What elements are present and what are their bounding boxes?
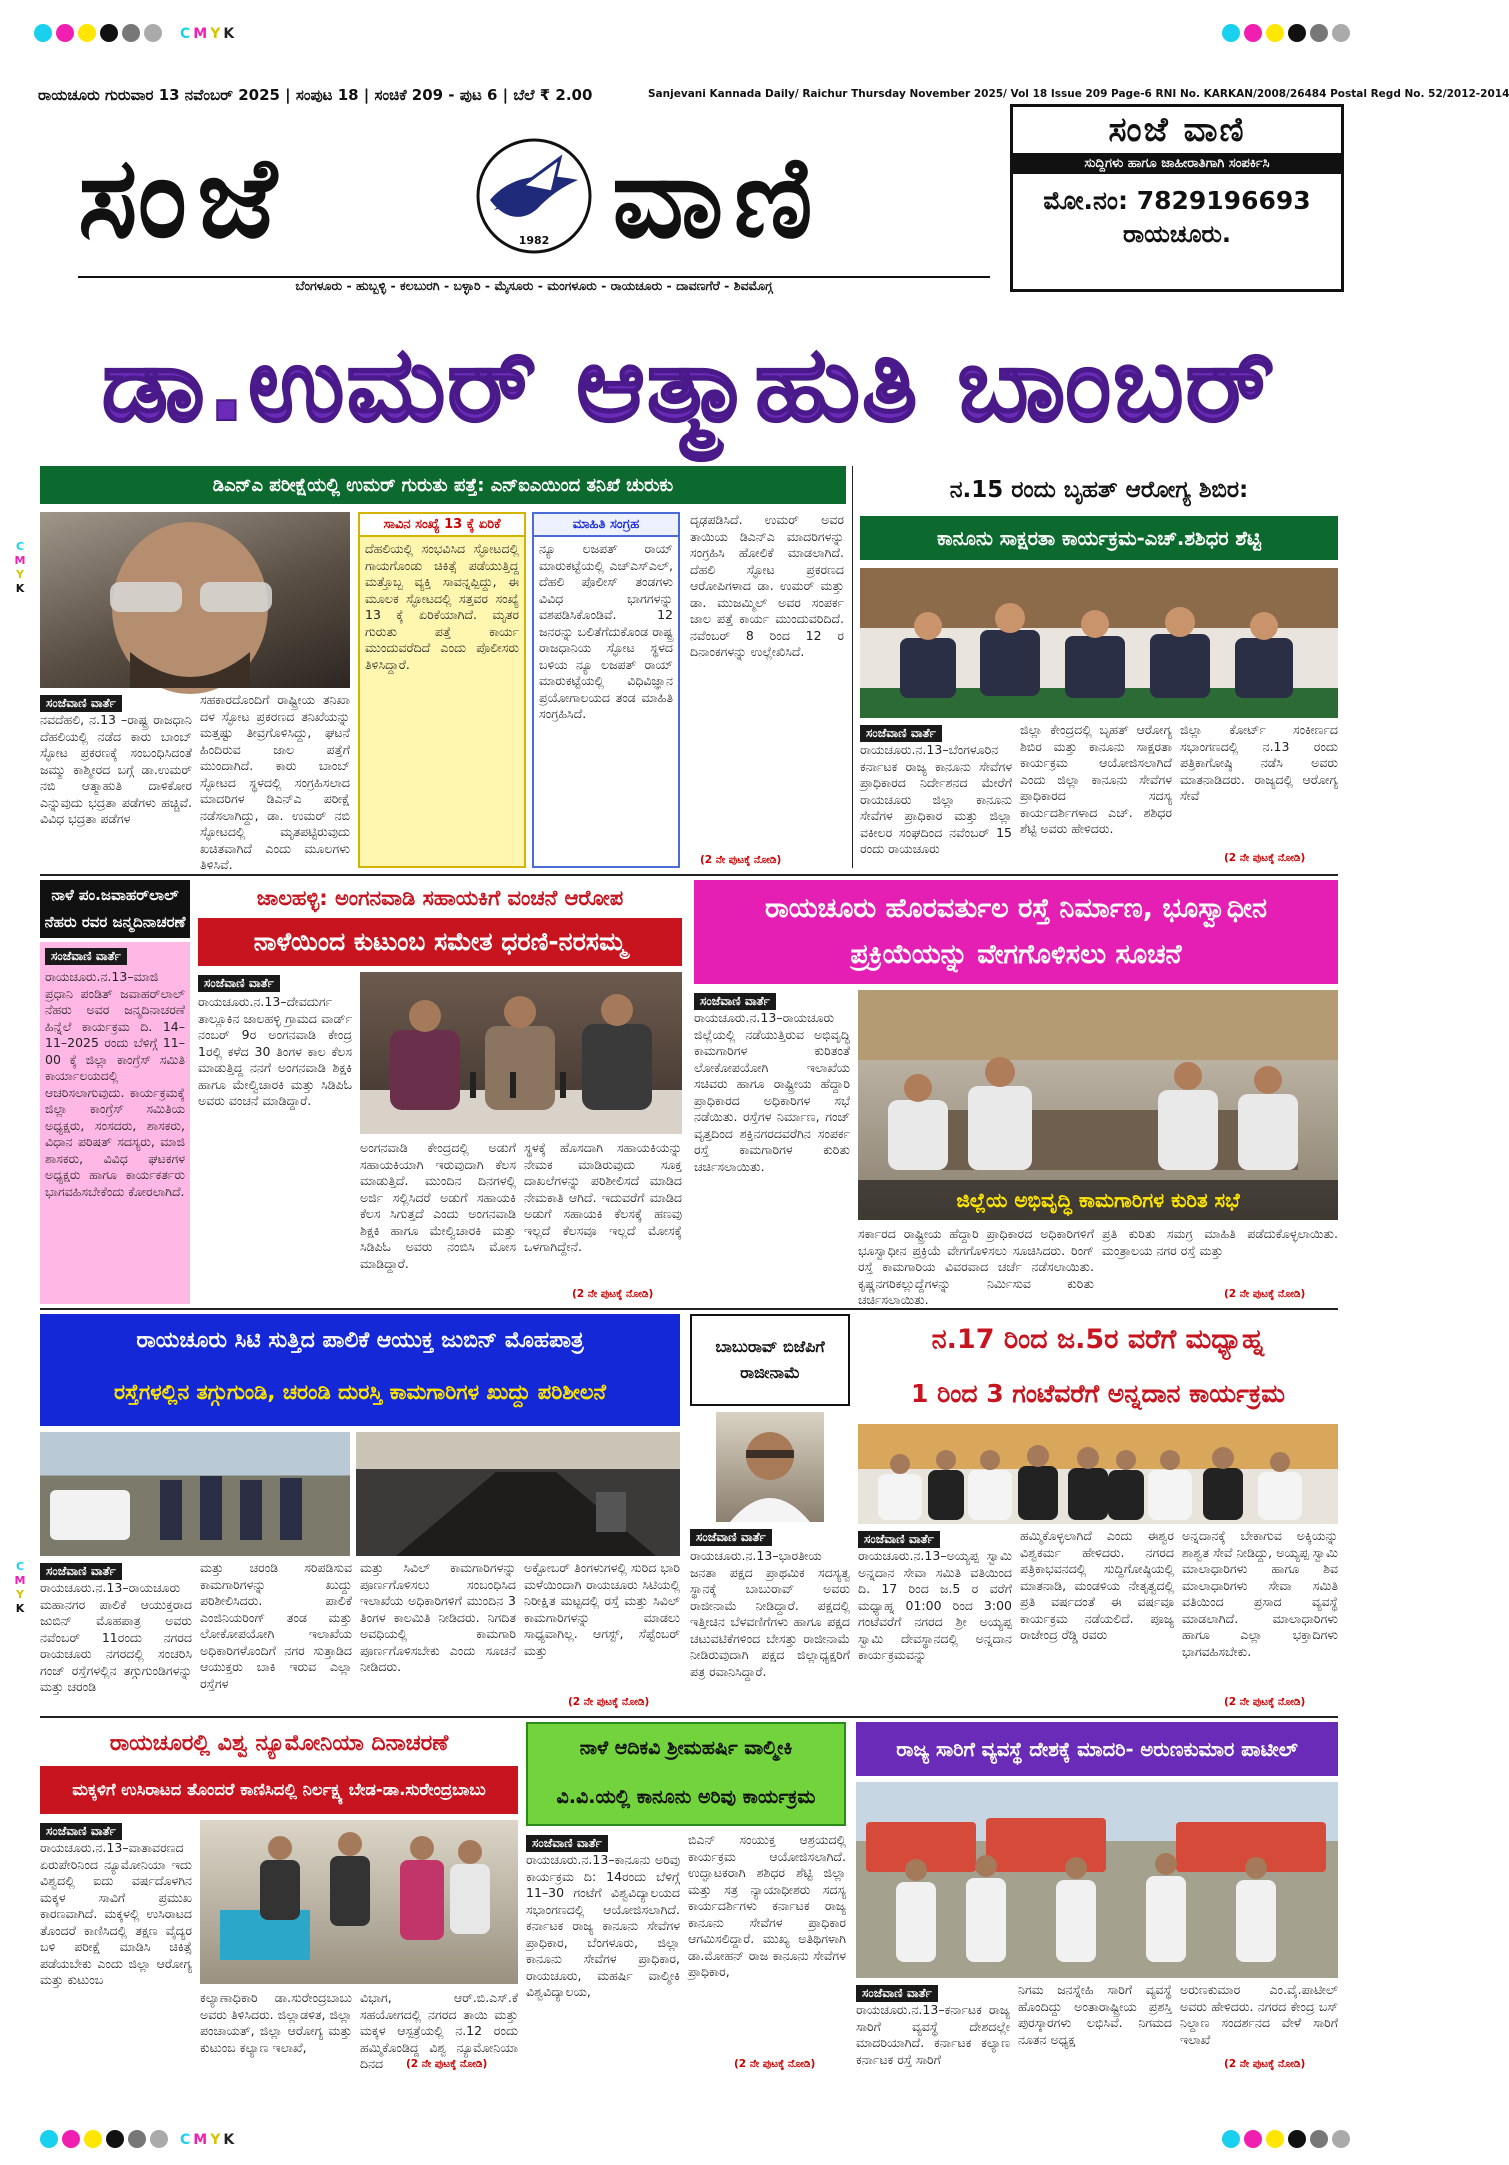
suspect-photo bbox=[40, 512, 350, 688]
banner-col-2: ಸಹಕಾರದೊಂದಿಗೆ ರಾಷ್ಟ್ರೀಯ ತನಿಖಾ ದಳ ಸ್ಫೋಟ ಪ್ರಕರಣದ ತನಿಖೆಯನ್ನು ಮತ್ತಷ್ಟು ತೀವ್ರಗೊಳಿಸಿದ್ದು, ಘಟನೆ ಹಿಂದಿರುವ ಜಾಲ ಪತ್ತೆಗೆ ಮುಂದಾಗಿದೆ. ಕಾರು ಬಾಂಬ್ ಸ್ಫೋಟದ ಸ್ಥಳದಲ್ಲಿ ಸಂಗ್ರಹಿಸಲಾದ ಮಾದರಿಗಳ ಡಿಎನ್‌ಎ ಪರೀಕ್ಷೆ ನಡೆಸಲಾಗಿದ್ದು, ಡಾ. ಉಮರ್ ನಬಿ ಸ್ಫೋಟದಲ್ಲಿ ಮೃತಪಟ್ಟಿರುವುದು ಖಚಿತವಾಗಿದೆ ಎಂದು ಮೂಲಗಳು ತಿಳಿಸಿವೆ. bbox=[200, 692, 350, 872]
ringroad-photo-caption: ಜಿಲ್ಲೆಯ ಅಭಿವೃದ್ಧಿ ಕಾಮಗಾರಿಗಳ ಕುರಿತ ಸಭೆ bbox=[858, 1180, 1338, 1220]
citytour-byline: ಸಂಜೆವಾಣಿ ವಾರ್ತೆ bbox=[40, 1560, 122, 1580]
banner-col-5: ದೃಢಪಡಿಸಿದೆ. ಉಮರ್ ಅವರ ತಾಯಿಯ ಡಿಎನ್‌ಎ ಮಾದರಿಗಳನ್ನು ಸಂಗ್ರಹಿಸಿ ಹೋಲಿಕೆ ಮಾಡಲಾಗಿದೆ. ದೆಹಲಿ ಸ್ಫೋಟ ಪ್ರಕರಣದ ಆರೋಪಿಗಳಾದ ಡಾ. ಉಮರ್ ಮತ್ತು ಡಾ. ಮುಜಮ್ಮಿಲ್ ಅವರ ಸಂಪರ್ಕ ಜಾಲ ಪತ್ತೆ ಕಾರ್ಯ ಮುಂದುವರಿದಿದೆ. ನವೆಂಬರ್ 8 ರಿಂದ 12 ರ ದಿನಾಂಕಗಳನ್ನು ಉಲ್ಲೇಖಿಸಿದೆ. bbox=[690, 512, 844, 659]
baburao-body: ರಾಯಚೂರು.ನ.13–ಭಾರತೀಯ ಜನತಾ ಪಕ್ಷದ ಪ್ರಾಥಮಿಕ ಸದಸ್ಯತ್ವ ಸ್ಥಾನಕ್ಕೆ ಬಾಬುರಾವ್ ಅವರು ರಾಜೀನಾಮೆ ನೀಡಿದ್ದಾರೆ. ಪಕ್ಷದಲ್ಲಿ ಇತ್ತೀಚಿನ ಬೆಳವಣಿಗೆಗಳು ಹಾಗೂ ಪಕ್ಷದ ಚಟುವಟಿಕೆಗಳಿಂದ ಬೇಸತ್ತು ರಾಜೀನಾಮೆ ನೀಡಿರುವುದಾಗಿ ಪಕ್ಷದ ಜಿಲ್ಲಾಧ್ಯಕ್ಷರಿಗೆ ಪತ್ರ ರವಾನಿಸಿದ್ದಾರೆ. bbox=[690, 1548, 850, 1679]
anganwadi-headline: ನಾಳೆಯಿಂದ ಕುಟುಂಬ ಸಮೇತ ಧರಣಿ-ನರಸಮ್ಮ bbox=[198, 918, 682, 966]
registration-dots-left bbox=[34, 24, 166, 46]
death-toll-box bbox=[358, 512, 526, 868]
edition-cities: ಬೆಂಗಳೂರು - ಹುಬ್ಬಳ್ಳಿ - ಕಲಬುರಗಿ - ಬಳ್ಳಾರಿ - ಮೈಸೂರು - ಮಂಗಳೂರು - ರಾಯಚೂರು - ದಾವಣಗೆರೆ - ಶಿವಮೊಗ್ಗ bbox=[295, 278, 773, 293]
side-registration-left-top: C M Y K bbox=[14, 540, 26, 595]
anganwadi-col-1: ರಾಯಚೂರು.ನ.13–ದೇವದುರ್ಗ ತಾಲ್ಲೂಕಿನ ಜಾಲಹಳ್ಳಿ ಗ್ರಾಮದ ವಾರ್ಡ್ ನಂಬರ್ 9ರ ಅಂಗನವಾಡಿ ಕೇಂದ್ರ 1ರಲ್ಲಿ ಕಳೆದ 30 ತಿಂಗಳ ಕಾಲ ಕೆಲಸ ಮಾಡುತ್ತಿದ್ದ ನನಗೆ ಅಂಗನವಾಡಿ ಶಿಕ್ಷಕಿ ಹಾಗೂ ಮೇಲ್ವಿಚಾರಕಿ ಮತ್ತು ಸಿಡಿಪಿಓ ಅವರು ವಂಚನೆ ಮಾಡಿದ್ದಾರೆ. bbox=[198, 994, 352, 1108]
citytour-kicker: ರಾಯಚೂರು ಸಿಟಿ ಸುತ್ತಿದ ಪಾಲಿಕೆ ಆಯುಕ್ತ ಜುಬಿನ್ ಮೊಹಪಾತ್ರ bbox=[136, 1327, 584, 1353]
pneumonia-col-1: ರಾಯಚೂರು.ನ.13–ವಾತಾವರಣದ ಏರುಪೇರಿನಿಂದ ನ್ಯೂಮೋನಿಯಾ ಇದು ವಿಶ್ವದಲ್ಲಿ ಐದು ವರ್ಷದೊಳಗಿನ ಮಕ್ಕಳ ಸಾವಿಗೆ ಪ್ರಮುಖ ಕಾರಣವಾಗಿದೆ. ಮಕ್ಕಳಲ್ಲಿ ಉಸಿರಾಟದ ತೊಂದರೆ ಕಾಣಿಸಿದಲ್ಲಿ ತಕ್ಷಣ ವೈದ್ಯರ ಬಳಿ ಪರೀಕ್ಷೆ ಮಾಡಿಸಿ ಚಿಕಿತ್ಸೆ ಪಡೆಯಬೇಕು ಎಂದು ಜಿಲ್ಲಾ ಆರೋಗ್ಯ ಮತ್ತು ಕುಟುಂಬ bbox=[40, 1840, 192, 1987]
contact-ad-box bbox=[1010, 104, 1344, 292]
pneumonia-headline: ಮಕ್ಕಳಿಗೆ ಉಸಿರಾಟದ ತೊಂದರೆ ಕಾಣಿಸಿದಲ್ಲಿ ನಿರ್ಲಕ್ಷ್ಯ ಬೇಡ-ಡಾ.ಸುರೇಂದ್ರಬಾಬು bbox=[40, 1766, 518, 1814]
annadana-kicker: ನ.17 ರಿಂದ ಜ.5ರ ವರೆಗೆ ಮಧ್ಯಾಹ್ನ bbox=[931, 1324, 1265, 1355]
death-toll-title: ಸಾವಿನ ಸಂಖ್ಯೆ 13 ಕ್ಕೆ ಏರಿಕೆ bbox=[360, 514, 524, 537]
section-rule-1 bbox=[40, 874, 1338, 876]
baburao-byline: ಸಂಜೆವಾಣಿ ವಾರ್ತೆ bbox=[690, 1529, 772, 1546]
pneumonia-kicker: ರಾಯಚೂರಲ್ಲಿ ವಿಶ್ವ ನ್ಯೂಮೋನಿಯಾ ದಿನಾಚರಣೆ bbox=[109, 1730, 449, 1756]
valmiki-headline: ವಿ.ವಿ.ಯಲ್ಲಿ ಕಾನೂನು ಅರಿವು ಕಾರ್ಯಕ್ರಮ bbox=[556, 1786, 816, 1808]
annadana-headline: 1 ರಿಂದ 3 ಗಂಟೆವರೆಗೆ ಅನ್ನದಾನ ಕಾರ್ಯಕ್ರಮ bbox=[910, 1379, 1285, 1408]
info-box bbox=[532, 512, 680, 868]
citytour-continued: (2 ನೇ ಪುಟಕ್ಕೆ ನೋಡಿ) bbox=[568, 1696, 650, 1708]
valmiki-col-2: ಬಿಎನ್ ಸಂಯುಕ್ತ ಆಶ್ರಯದಲ್ಲಿ ಕಾರ್ಯಕ್ರಮ ಆಯೋಜಿಸಲಾಗಿದೆ. ಉದ್ಘಾಟಕರಾಗಿ ಶಶಿಧರ ಶೆಟ್ಟಿ ಜಿಲ್ಲಾ ಮತ್ತು ಸತ್ರ ನ್ಯಾಯಾಧೀಶರು ಸದಸ್ಯ ಕಾರ್ಯದರ್ಶಿಗಳು ಕರ್ನಾಟಕ ರಾಜ್ಯ ಕಾನೂನು ಸೇವೆಗಳ ಪ್ರಾಧಿಕಾರ ಆಗಮಿಸಲಿದ್ದಾರೆ. ಮುಖ್ಯ ಅತಿಥಿಗಳಾಗಿ ಡಾ.ಮೋಹನ್ ರಾಜ ಕಾನೂನು ಸೇವೆಗಳ ಪ್ರಾಧಿಕಾರ, bbox=[688, 1832, 846, 1979]
baburao-column bbox=[690, 1314, 850, 1714]
death-toll-text: ದೆಹಲಿಯಲ್ಲಿ ಸಂಭವಿಸಿದ ಸ್ಫೋಟದಲ್ಲಿ ಗಾಯಗೊಂಡು ಚಿಕಿತ್ಸೆ ಪಡೆಯುತ್ತಿದ್ದ ಮತ್ತೊಬ್ಬ ವ್ಯಕ್ತಿ ಸಾವನ್ನಪ್ಪಿದ್ದು, ಈ ಮೂಲಕ ಸ್ಫೋಟದಲ್ಲಿ ಸತ್ತವರ ಸಂಖ್ಯೆ 13 ಕ್ಕೆ ಏರಿಕೆಯಾಗಿದೆ. ಮೃತರ ಗುರುತು ಪತ್ತೆ ಕಾರ್ಯ ಮುಂದುವರೆದಿದೆ ಎಂದು ಪೊಲೀಸರು ತಿಳಿಸಿದ್ದಾರೆ. bbox=[365, 541, 519, 672]
ad-title: ಸಂಜೆ ವಾಣಿ bbox=[1108, 110, 1246, 150]
banner-byline: ಸಂಜೆವಾಣಿ ವಾರ್ತೆ bbox=[40, 692, 122, 712]
transport-continued: (2 ನೇ ಪುಟಕ್ಕೆ ನೋಡಿ) bbox=[1224, 2058, 1306, 2070]
cmyk-label-bottom: CMYK bbox=[180, 2132, 238, 2148]
pneumonia-byline: ಸಂಜೆವಾಣಿ ವಾರ್ತೆ bbox=[40, 1820, 122, 1840]
masthead-title-right: ವಾಣಿ bbox=[612, 132, 823, 263]
health-byline: ಸಂಜೆವಾಣಿ ವಾರ್ತೆ bbox=[860, 722, 942, 742]
health-photo bbox=[860, 568, 1338, 718]
valmiki-kicker: ನಾಳೆ ಆದಿಕವಿ ಶ್ರೀಮಹರ್ಷಿ ವಾಲ್ಮೀಕಿ bbox=[579, 1737, 793, 1759]
baburao-headline: ಬಾಬುರಾವ್ ಬಿಜೆಪಿಗೆ ರಾಜೀನಾಮೆ bbox=[690, 1314, 850, 1406]
ad-city: ರಾಯಚೂರು. bbox=[1122, 220, 1232, 248]
pneumonia-continued: (2 ನೇ ಪುಟಕ್ಕೆ ನೋಡಿ) bbox=[406, 2058, 488, 2070]
anganwadi-col-3: ಸ್ಥಳಕ್ಕೆ ಹೊಸದಾಗಿ ಸಹಾಯಕಿಯನ್ನು ನೇಮಕ ಮಾಡಿರುವುದು ಸೂಕ್ತ ದಾಖಲೆಗಳನ್ನು ಪರಿಶೀಲಿಸದೆ ಮಾಡಿದ ನೇಮಕಾತಿ ಆಗಿದೆ. ಇದುವರೆಗೆ ಮಾಡಿದ ಅಡುಗೆ ಸಹಾಯಕಿ ಕೆಲಸಕ್ಕೆ ಹಣವು ಇಲ್ಲದೆ ಕೆಲಸವೂ ಇಲ್ಲದೆ ಮೋಸಕ್ಕೆ ಒಳಗಾಗಿದ್ದೇನೆ. bbox=[524, 1140, 682, 1254]
valmiki-head-box bbox=[526, 1722, 846, 1826]
anganwadi-col-2: ಅಂಗನವಾಡಿ ಕೇಂದ್ರದಲ್ಲಿ ಅಡುಗೆ ಸಹಾಯಕಿಯಾಗಿ ಇರುವುದಾಗಿ ಕೆಲಸ ಮಾಡುತ್ತಿದೆ. ಮುಂದಿನ ದಿನಗಳಲ್ಲಿ ಅರ್ಜಿ ಸಲ್ಲಿಸಿದರೆ ಅಡುಗೆ ಸಹಾಯಕಿ ಕೆಲಸ ಸಿಗುತ್ತದೆ ಎಂದು ಅಂಗನವಾಡಿ ಶಿಕ್ಷಕಿ ಹಾಗೂ ಮೇಲ್ವಿಚಾರಕಿ ಮತ್ತು ಸಿಡಿಪಿಓ ಅವರು ನಂಬಿಸಿ ಮೋಸ ಮಾಡಿದ್ದಾರೆ. bbox=[360, 1140, 516, 1271]
citytour-photo-2 bbox=[356, 1432, 680, 1556]
valmiki-continued: (2 ನೇ ಪುಟಕ್ಕೆ ನೋಡಿ) bbox=[734, 2058, 816, 2070]
masthead-logo bbox=[78, 130, 990, 272]
banner-col-1: ನವದೆಹಲಿ, ನ.13 –ರಾಷ್ಟ್ರ ರಾಜಧಾನಿ ದೆಹಲಿಯಲ್ಲಿ ನಡೆದ ಕಾರು ಬಾಂಬ್ ಸ್ಫೋಟ ಪ್ರಕರಣಕ್ಕೆ ಸಂಬಂಧಿಸಿದಂತೆ ಜಮ್ಮು ಕಾಶ್ಮೀರದ ಬಗ್ಗೆ ಡಾ.ಉಮರ್ ನಬಿ ಆತ್ಮಾಹುತಿ ದಾಳಿಕೋರ ಎನ್ನುವುದು ಭದ್ರತಾ ಪಡೆಗಳು ಹಚ್ಚಿವೆ. ವಿವಿಧ ಭದ್ರತಾ ಪಡೆಗಳ bbox=[40, 712, 192, 826]
health-col-2: ಜಿಲ್ಲಾ ಕೇಂದ್ರದಲ್ಲಿ ಬೃಹತ್ ಆರೋಗ್ಯ ಶಿಬಿರ ಮತ್ತು ಕಾನೂನು ಸಾಕ್ಷರತಾ ಕಾರ್ಯಕ್ರಮ ಆಯೋಜಿಸಲಾಗಿದೆ ಎಂದು ಜಿಲ್ಲಾ ಕಾನೂನು ಸೇವೆಗಳ ಪ್ರಾಧಿಕಾರದ ಸದಸ್ಯ ಕಾರ್ಯದರ್ಶಿಗಳಾದ ಎಚ್. ಶಶಿಧರ ಶೆಟ್ಟಿ ಅವರು ಹೇಳಿದರು. bbox=[1020, 722, 1172, 836]
info-box-text: ನ್ಯೂ ಲಜಪತ್ ರಾಯ್ ಮಾರುಕಟ್ಟೆಯಲ್ಲಿ ಎಚ್‌ಎಸ್‌ಎಲ್, ದೆಹಲಿ ಪೊಲೀಸ್ ತಂಡಗಳು ವಿವಿಧ ಭಾಗಗಳನ್ನು ವಶಪಡಿಸಿಕೊಂಡಿವೆ. 12 ಜನರನ್ನು ಬಲಿತೆಗೆದುಕೊಂಡ ರಾಷ್ಟ್ರ ರಾಜಧಾನಿಯ ಸ್ಫೋಟ ಸ್ಥಳದ ಬಳಿಯ ನ್ಯೂ ಲಜಪತ್ ರಾಯ್ ಮಾರುಕಟ್ಟೆಯಲ್ಲಿ ವಿಧಿವಿಜ್ಞಾನ ಪ್ರಯೋಗಾಲಯದ ತಂಡ ಮಾಹಿತಿ ಸಂಗ್ರಹಿಸಿದೆ. bbox=[539, 541, 673, 721]
registration-dots-bottom-right bbox=[1222, 2130, 1354, 2152]
citytour-head-box bbox=[40, 1314, 680, 1426]
annadana-col-1: ರಾಯಚೂರು.ನ.13–ಅಯ್ಯಪ್ಪ ಸ್ವಾಮಿ ಅನ್ನದಾನ ಸೇವಾ ಸಮಿತಿ ವತಿಯಿಂದ ದಿ. 17 ರಿಂದ ಜ.5 ರ ವರೆಗೆ ಮಧ್ಯಾಹ್ನ 01:00 ರಿಂದ 3:00 ಗಂಟೆವರೆಗೆ ನಗರದ ಶ್ರೀ ಅಯ್ಯಪ್ಪ ಸ್ವಾಮಿ ದೇವಸ್ಥಾನದಲ್ಲಿ ಅನ್ನದಾನ ಕಾರ್ಯಕ್ರಮವನ್ನು bbox=[858, 1548, 1012, 1662]
baburao-photo bbox=[716, 1412, 824, 1522]
nehru-headline: ನಾಳೆ ಪಂ.ಜವಾಹರ್‌ಲಾಲ್ ನೆಹರು ರವರ ಜನ್ಮದಿನಾಚರಣೆ bbox=[40, 880, 190, 938]
citytour-col-4: ಅಕ್ಟೋಬರ್ ತಿಂಗಳುಗಳಲ್ಲಿ ಸುರಿದ ಭಾರಿ ಮಳೆಯಿಂದಾಗಿ ರಾಯಚೂರು ಸಿಟಿಯಲ್ಲಿ ನಿರೀಕ್ಷಿತ ಮಟ್ಟದಲ್ಲಿ ರಸ್ತೆ ಮತ್ತು ಸಿವಿಲ್ ಕಾಮಗಾರಿಗಳನ್ನು ಮಾಡಲು ಸಾಧ್ಯವಾಗಿಲ್ಲ. ಆಗಸ್ಟ್, ಸೆಪ್ಟೆಂಬರ್ ಮತ್ತು bbox=[524, 1560, 680, 1658]
masthead-title-left: ಸಂಜೆ bbox=[78, 132, 287, 263]
side-registration-left-bottom: C M Y K bbox=[14, 1560, 26, 1615]
pneumonia-col-2: ಕಲ್ಯಾಣಾಧಿಕಾರಿ ಡಾ.ಸುರೇಂದ್ರಬಾಬು ಅವರು ತಿಳಿಸಿದರು. ಜಿಲ್ಲಾಡಳಿತ, ಜಿಲ್ಲಾ ಪಂಚಾಯತ್, ಜಿಲ್ಲಾ ಆರೋಗ್ಯ ಮತ್ತು ಕುಟುಂಬ ಕಲ್ಯಾಣ ಇಲಾಖೆ, bbox=[200, 1990, 352, 2055]
annadana-byline: ಸಂಜೆವಾಣಿ ವಾರ್ತೆ bbox=[858, 1528, 940, 1548]
citytour-col-3: ಮತ್ತು ಸಿವಿಲ್ ಕಾಮಗಾರಿಗಳನ್ನು ಪೂರ್ಣಗೊಳಿಸಲು ಸಂಬಂಧಿಸಿದ ಇಲಾಖೆಯ ಅಧಿಕಾರಿಗಳಿಗೆ ಮುಂದಿನ 3 ತಿಂಗಳ ಕಾಲಮಿತಿ ನೀಡಿದರು. ನಿಗದಿತ ಅವಧಿಯಲ್ಲಿ ಕಾಮಗಾರಿ ಪೂರ್ಣಗೊಳಿಸಬೇಕು ಎಂದು ಸೂಚನೆ ನೀಡಿದರು. bbox=[360, 1560, 516, 1674]
annadana-col-3: ಅನ್ನದಾನಕ್ಕೆ ಬೇಕಾಗುವ ಅಕ್ಕಿಯನ್ನು ಶಾಶ್ವತ ಸೇವೆ ನೀಡಿದ್ದು, ಅಯ್ಯಪ್ಪ ಸ್ವಾಮಿ ಮಾಲಾಧಾರಿಗಳು ಹಾಗೂ ಶಿವ ಮಾಲಾಧಾರಿಗಳು ಸೇವಾ ಸಮಿತಿ ವತಿಯಿಂದ ಪ್ರಸಾದ ವ್ಯವಸ್ಥೆ ಮಾಡಲಾಗಿದೆ. ಮಾಲಾಧಾರಿಗಳು ಹಾಗೂ ಎಲ್ಲಾ ಭಕ್ತಾದಿಗಳು ಭಾಗವಹಿಸಬೇಕು. bbox=[1182, 1528, 1338, 1659]
anganwadi-kicker: ಜಾಲಹಳ್ಳಿ: ಅಂಗನವಾಡಿ ಸಹಾಯಕಿಗೆ ವಂಚನೆ ಆರೋಪ bbox=[256, 885, 624, 910]
banner-continued: (2 ನೇ ಪುಟಕ್ಕೆ ನೋಡಿ) bbox=[700, 854, 782, 866]
ringroad-col-1: ರಾಯಚೂರು.ನ.13–ರಾಯಚೂರು ಜಿಲ್ಲೆಯಲ್ಲಿ ನಡೆಯುತ್ತಿರುವ ಅಭಿವೃದ್ಧಿ ಕಾಮಗಾರಿಗಳ ಕುರಿತಂತೆ ಲೋಕೋಪಯೋಗಿ ಇಲಾಖೆಯ ಸಚಿವರು ಹಾಗೂ ರಾಷ್ಟ್ರೀಯ ಹೆದ್ದಾರಿ ಪ್ರಾಧಿಕಾರದ ಅಧಿಕಾರಿಗಳ ಸಭೆ ನಡೆಯಿತು. ರಸ್ತೆಗಳ ನಿರ್ಮಾಣ, ಗಂಜ್ ವೃತ್ತದಿಂದ ಶಕ್ತಿನಗರದವರೆಗಿನ ಸಂಪರ್ಕ ರಸ್ತೆ ಕಾಮಗಾರಿಗಳ ಕುರಿತು ಚರ್ಚಿಸಲಾಯಿತು. bbox=[694, 1010, 850, 1174]
citytour-headline: ರಸ್ತೆಗಳಲ್ಲಿನ ತಗ್ಗುಗುಂಡಿ, ಚರಂಡಿ ದುರಸ್ತಿ ಕಾಮಗಾರಿಗಳ ಖುದ್ದು ಪರಿಶೀಲನೆ bbox=[113, 1379, 607, 1404]
pneumonia-photo bbox=[200, 1820, 518, 1984]
banner-headline: ಡಾ.ಉಮರ್ ಆತ್ಮಾಹುತಿ ಬಾಂಬರ್ bbox=[101, 322, 1277, 445]
anganwadi-continued: (2 ನೇ ಪುಟಕ್ಕೆ ನೋಡಿ) bbox=[572, 1288, 654, 1300]
ad-contact-line: ಸುದ್ದಿಗಳು ಹಾಗೂ ಜಾಹೀರಾತಿಗಾಗಿ ಸಂಪರ್ಕಿಸಿ bbox=[1013, 153, 1341, 174]
citytour-photo-1 bbox=[40, 1432, 350, 1556]
anganwadi-photo bbox=[360, 972, 682, 1134]
nehru-box bbox=[40, 942, 190, 1304]
english-dateline: Sanjevani Kannada Daily/ Raichur Thursday November 2025/ Vol 18 Issue 209 Page-6 RNI No. KARKAN/2008/26484 Postal Regd No. 52/2012-2014 bbox=[648, 88, 1509, 100]
cmyk-label-top: CMYK bbox=[180, 26, 238, 42]
ringroad-continued: (2 ನೇ ಪುಟಕ್ಕೆ ನೋಡಿ) bbox=[1224, 1288, 1306, 1300]
transport-col-1: ರಾಯಚೂರು.ನ.13–ಕರ್ನಾಟಕ ರಾಜ್ಯ ಸಾರಿಗೆ ವ್ಯವಸ್ಥೆ ದೇಶದಲ್ಲೇ ಮಾದರಿಯಾಗಿದೆ. ಕರ್ನಾಟಕ ಕಲ್ಯಾಣ ಕರ್ನಾಟಕ ರಸ್ತೆ ಸಾರಿಗೆ bbox=[856, 2002, 1010, 2067]
registration-dots-right bbox=[1222, 24, 1354, 46]
annadana-col-2: ಹಮ್ಮಿಕೊಳ್ಳಲಾಗಿದೆ ಎಂದು ಈಶ್ವರ ವಿಶ್ವಕರ್ಮ ಹೇಳಿದರು. ನಗರದ ಪತ್ರಿಕಾಭವನದಲ್ಲಿ ಸುದ್ದಿಗೋಷ್ಠಿಯಲ್ಲಿ ಮಾತನಾಡಿ, ಮಂಡಳಿಯ ನೇತೃತ್ವದಲ್ಲಿ ಪ್ರತಿ ವರ್ಷದಂತೆ ಈ ವರ್ಷವೂ ಕಾರ್ಯಕ್ರಮ ನಡೆಯಲಿದೆ. ಪೂಜ್ಯ ರಾಜೇಂದ್ರ ರೆಡ್ಡಿ ರವರು bbox=[1020, 1528, 1174, 1642]
ringroad-col-2: ಸರ್ಕಾರದ ರಾಷ್ಟ್ರೀಯ ಹೆದ್ದಾರಿ ಪ್ರಾಧಿಕಾರದ ಅಧಿಕಾರಿಗಳಿಗೆ ಭೂಸ್ವಾಧೀನ ಪ್ರಕ್ರಿಯೆ ವೇಗಗೊಳಿಸಲು ಸೂಚಿಸಿದರು. ರಿಂಗ್ ರಸ್ತೆ ಕಾಮಗಾರಿಯ ವಿವರವಾದ ಚರ್ಚೆ ನಡೆಸಲಾಯಿತು. ಕೃಷ್ಣನಗರಿಕಲ್ಲುದ್ದೆಗಳನ್ನು ನಿರ್ಮಿಸುವ ಕುರಿತು ಚರ್ಚಿಸಲಾಯಿತು. bbox=[858, 1226, 1094, 1307]
ad-phone: ಮೋ.ನಂ: 7829196693 bbox=[1043, 186, 1311, 215]
health-continued: (2 ನೇ ಪುಟಕ್ಕೆ ನೋಡಿ) bbox=[1224, 852, 1306, 864]
dateline: ರಾಯಚೂರು ಗುರುವಾರ 13 ನವೆಂಬರ್ 2025 | ಸಂಪುಟ 18 | ಸಂಚಿಕೆ 209 - ಪುಟ 6 | ಬೆಲೆ ₹ 2.00 bbox=[38, 86, 593, 104]
dove-emblem bbox=[460, 136, 608, 262]
health-col-3: ಜಿಲ್ಲಾ ಕೋರ್ಟ್ ಸಂಕೀರ್ಣದ ಸಭಾಂಗಣದಲ್ಲಿ ನ.13 ರಂದು ಪತ್ರಿಕಾಗೋಷ್ಠಿ ನಡೆಸಿ ಅವರು ಮಾತನಾಡಿದರು. ರಾಜ್ಯದಲ್ಲಿ ಆರೋಗ್ಯ ಸೇವೆ bbox=[1180, 722, 1338, 803]
health-col-1: ರಾಯಚೂರು.ನ.13–ಬೆಂಗಳೂರಿನ ಕರ್ನಾಟಕ ರಾಜ್ಯ ಕಾನೂನು ಸೇವೆಗಳ ಪ್ರಾಧಿಕಾರದ ನಿರ್ದೇಶನದ ಮೇರೆಗೆ ರಾಯಚೂರು ಜಿಲ್ಲಾ ಕಾನೂನು ಸೇವೆಗಳ ಪ್ರಾಧಿಕಾರ ಮತ್ತು ಜಿಲ್ಲಾ ವಕೀಲರ ಸಂಘದಿಂದ ನವೆಂಬರ್ 15 ರಂದು ರಾಯಚೂರು bbox=[860, 742, 1012, 856]
section-rule-2 bbox=[40, 1308, 1338, 1310]
annadana-photo bbox=[858, 1424, 1338, 1524]
ringroad-col-3: ಪ್ರತಿ ಕುರಿತು ಸಮಗ್ರ ಮಾಹಿತಿ ಪಡೆದುಕೊಳ್ಳಲಾಯಿತು. ಮಂತ್ರಾಲಯ ನಗರ ರಸ್ತೆ ಮತ್ತು bbox=[1102, 1226, 1338, 1258]
nehru-body: ರಾಯಚೂರು.ನ.13–ಮಾಜಿ ಪ್ರಧಾನಿ ಪಂಡಿತ್ ಜವಾಹರ್‌ಲಾಲ್ ನೆಹರು ಅವರ ಜನ್ಮದಿನಾಚರಣೆ ಹಿನ್ನೆಲೆ ಕಾರ್ಯಕ್ರಮ ದಿ. 14–11–2025 ರಂದು ಬೆಳಿಗ್ಗೆ 11–00 ಕ್ಕೆ ಜಿಲ್ಲಾ ಕಾಂಗ್ರೆಸ್ ಸಮಿತಿ ಕಾರ್ಯಾಲಯದಲ್ಲಿ ಆಚರಿಸಲಾಗುವುದು. ಕಾರ್ಯಕ್ರಮಕ್ಕೆ ಜಿಲ್ಲಾ ಕಾಂಗ್ರೆಸ್ ಸಮಿತಿಯ ಅಧ್ಯಕ್ಷರು, ಸಂಸದರು, ಶಾಸಕರು, ವಿಧಾನ ಪರಿಷತ್ ಸದಸ್ಯರು, ಮಾಜಿ ಶಾಸಕರು, ವಿವಿಧ ಘಟಕಗಳ ಅಧ್ಯಕ್ಷರು ಹಾಗೂ ಕಾರ್ಯಕರ್ತರು ಭಾಗವಹಿಸಬೇಕೆಂದು ಕೋರಲಾಗಿದೆ. bbox=[45, 969, 185, 1199]
transport-photo bbox=[856, 1782, 1338, 1978]
valmiki-byline: ಸಂಜೆವಾಣಿ ವಾರ್ತೆ bbox=[526, 1832, 608, 1852]
transport-col-2: ನಿಗಮ ಜನಸ್ನೇಹಿ ಸಾರಿಗೆ ವ್ಯವಸ್ಥೆ ಹೊಂದಿದ್ದು ಅಂತಾರಾಷ್ಟ್ರೀಯ ಪ್ರಶಸ್ತಿ ಪುರಸ್ಕಾರಗಳು ಲಭಿಸಿವೆ. ನಿಗಮದ ನೂತನ ಅಧ್ಯಕ್ಷ bbox=[1018, 1982, 1172, 2047]
column-divider bbox=[852, 466, 853, 868]
registration-dots-bottom-left bbox=[40, 2130, 172, 2152]
citytour-col-2: ಮತ್ತು ಚರಂಡಿ ಸರಿಪಡಿಸುವ ಕಾಮಗಾರಿಗಳನ್ನು ಖುದ್ದು ಪರಿಶೀಲಿಸಿದರು. ಪಾಲಿಕೆ ಎಂಜಿನಿಯರಿಂಗ್ ತಂಡ ಮತ್ತು ಲೋಕೋಪಯೋಗಿ ಇಲಾಖೆಯ ಅಧಿಕಾರಿಗಳೊಂದಿಗೆ ನಗರ ಸುತ್ತಾಡಿದ ಆಯುಕ್ತರು ಬಾಕಿ ಇರುವ ಎಲ್ಲಾ ರಸ್ತೆಗಳ bbox=[200, 1560, 352, 1691]
info-box-title: ಮಾಹಿತಿ ಸಂಗ್ರಹ bbox=[534, 514, 678, 537]
ringroad-col-1b bbox=[694, 1226, 850, 1304]
transport-col-3: ಅರುಣಕುಮಾರ ಎಂ.ವೈ.ಪಾಟೀಲ್ ಅವರು ಹೇಳಿದರು. ನಗರದ ಕೇಂದ್ರ ಬಸ್ ನಿಲ್ದಾಣ ಸಂದರ್ಶನದ ವೇಳೆ ಸಾರಿಗೆ ಇಲಾಖೆ bbox=[1180, 1982, 1338, 2047]
banner-subhead: ಡಿಎನ್‌ಎ ಪರೀಕ್ಷೆಯಲ್ಲಿ ಉಮರ್ ಗುರುತು ಪತ್ತೆ: ಎನ್‌ಐಎಯಿಂದ ತನಿಖೆ ಚುರುಕು bbox=[40, 466, 846, 504]
valmiki-col-1: ರಾಯಚೂರು.ನ.13–ಕಾನೂನು ಅರಿವು ಕಾರ್ಯಕ್ರಮ ದಿ: 14ರಂದು ಬೆಳಿಗ್ಗೆ 11–30 ಗಂಟೆಗೆ ವಿಶ್ವವಿದ್ಯಾಲಯದ ಸಭಾಂಗಣದಲ್ಲಿ ಆಯೋಜಿಸಲಾಗಿದೆ. ಕರ್ನಾಟಕ ರಾಜ್ಯ ಕಾನೂನು ಸೇವೆಗಳ ಪ್ರಾಧಿಕಾರ, ಬೆಂಗಳೂರು, ಜಿಲ್ಲಾ ಕಾನೂನು ಸೇವೆಗಳ ಪ್ರಾಧಿಕಾರ, ರಾಯಚೂರು, ಮಹರ್ಷಿ ವಾಲ್ಮೀಕಿ ವಿಶ್ವವಿದ್ಯಾಲಯ, bbox=[526, 1852, 680, 1999]
health-headline: ಕಾನೂನು ಸಾಕ್ಷರತಾ ಕಾರ್ಯಕ್ರಮ-ಎಚ್.ಶಶಿಧರ ಶೆಟ್ಟಿ bbox=[860, 516, 1338, 560]
nehru-byline: ಸಂಜೆವಾಣಿ ವಾರ್ತೆ bbox=[45, 948, 127, 965]
transport-byline: ಸಂಜೆವಾಣಿ ವಾರ್ತೆ bbox=[856, 1982, 938, 2002]
annadana-continued: (2 ನೇ ಪುಟಕ್ಕೆ ನೋಡಿ) bbox=[1224, 1696, 1306, 1708]
citytour-col-1: ರಾಯಚೂರು.ನ.13–ರಾಯಚೂರು ಮಹಾನಗರ ಪಾಲಿಕೆ ಆಯುಕ್ತರಾದ ಜುಬಿನ್ ಮೊಹಪಾತ್ರ ಅವರು ನವೆಂಬರ್ 11ರಂದು ನಗರದ ರಾಯಚೂರು ನಗರದಲ್ಲಿ ಸಂಚರಿಸಿ ಗಂಜ್ ರಸ್ತೆಗಳಲ್ಲಿನ ತಗ್ಗುಗುಂಡಿಗಳನ್ನು ಮತ್ತು ಚರಂಡಿ bbox=[40, 1580, 192, 1694]
emblem-year: 1982 bbox=[518, 234, 550, 247]
health-kicker: ನ.15 ರಂದು ಬೃಹತ್ ಆರೋಗ್ಯ ಶಿಬಿರ: bbox=[949, 477, 1249, 503]
ringroad-photo bbox=[858, 990, 1338, 1220]
section-rule-3 bbox=[40, 1716, 1338, 1718]
anganwadi-byline: ಸಂಜೆವಾಣಿ ವಾರ್ತೆ bbox=[198, 972, 280, 992]
transport-headline: ರಾಜ್ಯ ಸಾರಿಗೆ ವ್ಯವಸ್ಥೆ ದೇಶಕ್ಕೆ ಮಾದರಿ- ಅರುಣಕುಮಾರ ಪಾಟೀಲ್ bbox=[856, 1722, 1338, 1776]
pneumonia-col-3: ವಿಭಾಗ, ಆರ್.ಬಿ.ಎಸ್.ಕೆ ಸಹಯೋಗದಲ್ಲಿ ನಗರದ ತಾಯಿ ಮತ್ತು ಮಕ್ಕಳ ಆಸ್ಪತ್ರೆಯಲ್ಲಿ ನ.12 ರಂದು ಹಮ್ಮಿಕೊಂಡಿದ್ದ ವಿಶ್ವ ನ್ಯೂಮೋನಿಯಾ ದಿನದ bbox=[360, 1990, 518, 2071]
ringroad-headline: ರಾಯಚೂರು ಹೊರವರ್ತುಲ ರಸ್ತೆ ನಿರ್ಮಾಣ, ಭೂಸ್ವಾಧೀನ ಪ್ರಕ್ರಿಯೆಯನ್ನು ವೇಗಗೊಳಿಸಲು ಸೂಚನೆ bbox=[694, 880, 1338, 984]
ringroad-byline: ಸಂಜೆವಾಣಿ ವಾರ್ತೆ bbox=[694, 990, 776, 1010]
